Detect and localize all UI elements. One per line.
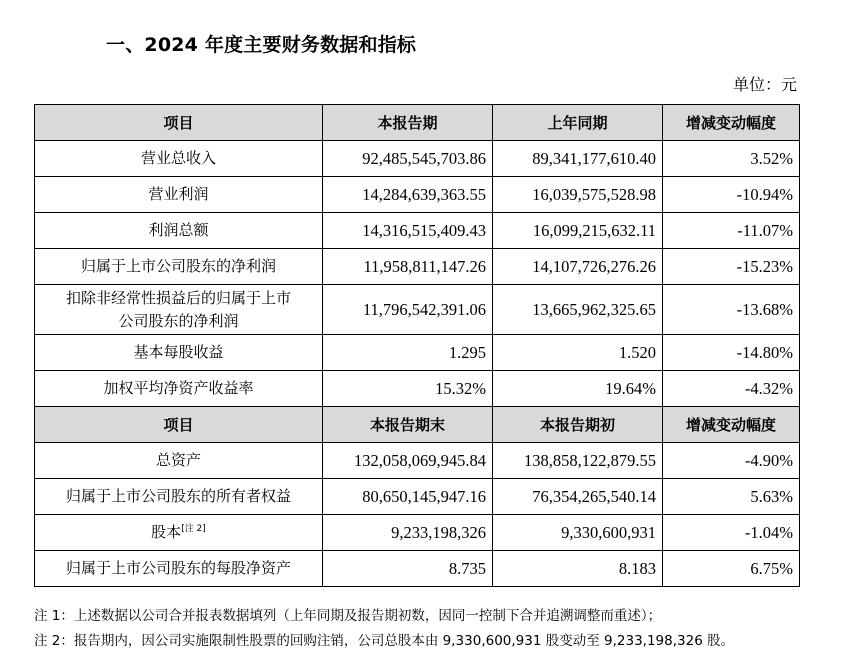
table-row	[35, 479, 800, 515]
row-previous: 13,665,962,325.65	[493, 285, 663, 335]
row-change: -4.90%	[663, 443, 800, 479]
row-item: 营业总收入	[35, 141, 323, 177]
table-row	[35, 177, 800, 213]
row-change: -4.32%	[663, 371, 800, 407]
row-change: -10.94%	[663, 177, 800, 213]
row-item-text: 股本	[151, 523, 182, 541]
row-current: 1.295	[323, 335, 493, 371]
row-change: 6.75%	[663, 551, 800, 587]
table1-header-row	[35, 105, 800, 141]
row-change: -1.04%	[663, 515, 800, 551]
header-change: 增减变动幅度	[663, 105, 800, 141]
row-change: -14.80%	[663, 335, 800, 371]
table-row	[35, 141, 800, 177]
row-item: 基本每股收益	[35, 335, 323, 371]
header-previous-period: 上年同期	[493, 105, 663, 141]
row-item: 归属于上市公司股东的每股净资产	[35, 551, 323, 587]
row-item	[35, 515, 323, 551]
row-item	[35, 285, 323, 335]
row-change: 5.63%	[663, 479, 800, 515]
row-change: 3.52%	[663, 141, 800, 177]
row-item-line1: 扣除非经常性损益后的归属于上市	[65, 288, 291, 307]
row-previous: 14,107,726,276.26	[493, 249, 663, 285]
row-previous: 89,341,177,610.40	[493, 141, 663, 177]
row-current: 9,233,198,326	[323, 515, 493, 551]
footnote-2: 注 2：报告期内，因公司实施限制性股票的回购注销，公司总股本由 9,330,600,931 股变动至 9,233,198,326 股。	[34, 633, 735, 649]
table-row	[35, 515, 800, 551]
row-previous: 138,858,122,879.55	[493, 443, 663, 479]
table-row	[35, 371, 800, 407]
header-period-start: 本报告期初	[493, 407, 663, 443]
table-row	[35, 551, 800, 587]
row-item: 营业利润	[35, 177, 323, 213]
header-item: 项目	[35, 105, 323, 141]
row-change: -13.68%	[663, 285, 800, 335]
table-row	[35, 285, 800, 335]
footnote-1: 注 1：上述数据以公司合并报表数据填列（上年同期及报告期初数，因同一控制下合并追溯调整而重述）；	[34, 608, 662, 624]
row-item: 归属于上市公司股东的净利润	[35, 249, 323, 285]
row-item: 归属于上市公司股东的所有者权益	[35, 479, 323, 515]
table-row	[35, 443, 800, 479]
row-previous: 76,354,265,540.14	[493, 479, 663, 515]
row-current: 11,796,542,391.06	[323, 285, 493, 335]
row-item: 加权平均净资产收益率	[35, 371, 323, 407]
row-current: 14,284,639,363.55	[323, 177, 493, 213]
header-period-end: 本报告期末	[323, 407, 493, 443]
table-row	[35, 335, 800, 371]
row-current: 132,058,069,945.84	[323, 443, 493, 479]
header-current-period: 本报告期	[323, 105, 493, 141]
row-change: -11.07%	[663, 213, 800, 249]
row-current: 92,485,545,703.86	[323, 141, 493, 177]
row-previous: 16,039,575,528.98	[493, 177, 663, 213]
row-current: 11,958,811,147.26	[323, 249, 493, 285]
row-previous: 9,330,600,931	[493, 515, 663, 551]
section-heading: 一、2024 年度主要财务数据和指标	[106, 34, 417, 56]
row-previous: 19.64%	[493, 371, 663, 407]
row-previous: 8.183	[493, 551, 663, 587]
table-row	[35, 213, 800, 249]
row-current: 15.32%	[323, 371, 493, 407]
unit-label: 单位：元	[732, 75, 797, 94]
table2-header-row	[35, 407, 800, 443]
header-item: 项目	[35, 407, 323, 443]
row-change: -15.23%	[663, 249, 800, 285]
row-item: 利润总额	[35, 213, 323, 249]
row-current: 80,650,145,947.16	[323, 479, 493, 515]
header-change: 增减变动幅度	[663, 407, 800, 443]
financial-data-table	[34, 104, 800, 587]
footnote-ref: [注 2]	[181, 524, 206, 534]
table-row	[35, 249, 800, 285]
row-item: 总资产	[35, 443, 323, 479]
row-previous: 16,099,215,632.11	[493, 213, 663, 249]
row-current: 14,316,515,409.43	[323, 213, 493, 249]
row-previous: 1.520	[493, 335, 663, 371]
row-item-line2: 公司股东的净利润	[118, 311, 239, 330]
row-current: 8.735	[323, 551, 493, 587]
